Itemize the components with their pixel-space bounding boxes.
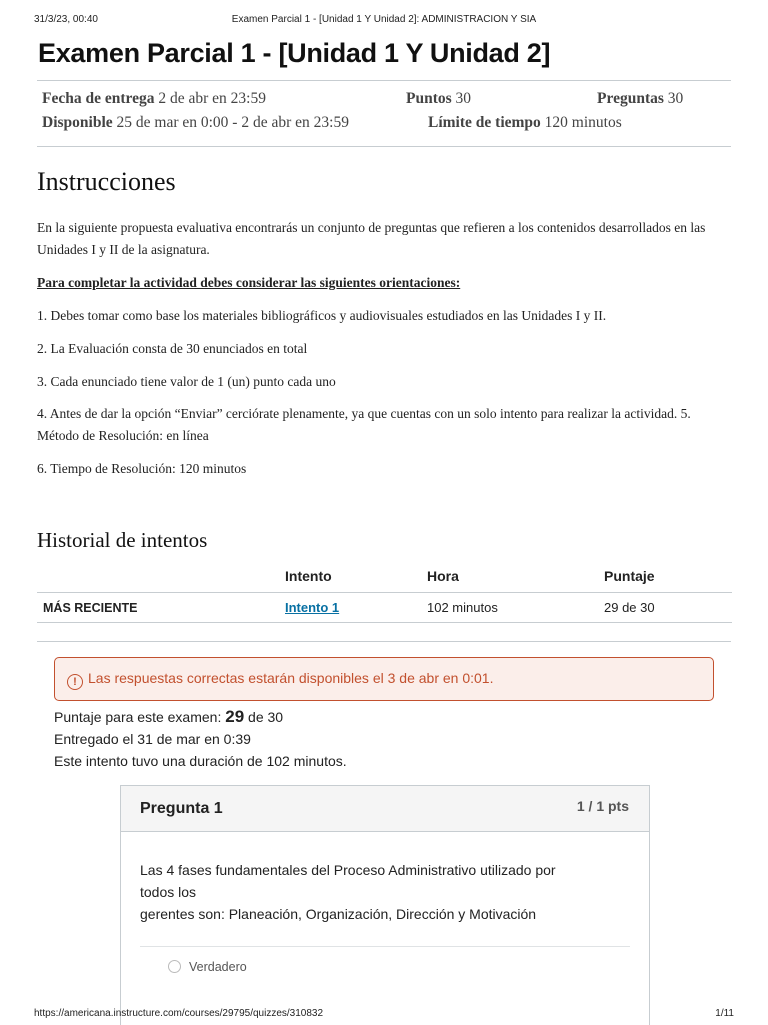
due-date: Fecha de entrega 2 de abr en 23:59 (42, 90, 266, 107)
instruction-item-4-block (37, 403, 718, 447)
table-row (37, 593, 732, 623)
instructions-body (37, 217, 718, 261)
availability: Disponible 25 de mar en 0:00 - 2 de abr en 23:59 (42, 114, 349, 131)
column-header: Intento (279, 562, 421, 593)
instruction-item-1-block (37, 305, 718, 327)
points: Puntos 30 (406, 90, 472, 107)
column-header: Hora (421, 562, 598, 593)
print-url: https://americana.instructure.com/courses/29795/quizzes/310832 (34, 1008, 324, 1019)
warning-circle-icon: ! (67, 674, 83, 690)
divider (140, 946, 630, 947)
attempt-cell (279, 593, 421, 623)
divider (37, 641, 731, 642)
print-timestamp: 31/3/23, 00:40 (34, 14, 98, 25)
instruction-item-3-block (37, 371, 718, 393)
answer-option[interactable] (168, 960, 247, 974)
history-heading: Historial de intentos (37, 528, 208, 552)
question-text-line: todos los (140, 884, 197, 900)
time-limit: Límite de tiempo 120 minutos (428, 114, 622, 131)
answers-availability-alert (54, 657, 714, 701)
question-header (121, 786, 649, 832)
radio-button[interactable] (168, 960, 181, 973)
instruction-item-6-block (37, 458, 718, 480)
score-summary (54, 706, 347, 772)
instruction-item: 1. Debes tomar como base los materiales bibliográficos y audiovisuales estudiados en las Unidades I y II. (37, 308, 607, 323)
orientations-heading: Para completar la actividad debes considerar las siguientes orientaciones: (37, 275, 461, 290)
submitted-at: Entregado el 31 de mar en 0:39 (54, 731, 251, 747)
column-header (37, 562, 279, 593)
orientations-block (37, 272, 718, 294)
score-line: Puntaje para este examen: 29 de 30 (54, 707, 284, 726)
question-text (140, 859, 619, 925)
instruction-item: 3. Cada enunciado tiene valor de 1 (un) punto cada uno (37, 374, 336, 389)
question-text-line: gerentes son: Planeación, Organización, Dirección y Motivación (140, 906, 537, 922)
instruction-item-2-block (37, 338, 718, 360)
question-points: 1 / 1 pts (576, 798, 629, 814)
attempt-link[interactable]: Intento 1 (285, 600, 340, 615)
alert-text: Las respuestas correctas estarán disponibles el 3 de abr en 0:01. (88, 670, 494, 686)
divider (37, 80, 731, 81)
instruction-item: 4. Antes de dar la opción “Enviar” cerciórate plenamente, ya que cuentas con un solo intento para realizar la actividad. 5. Método de Resolución: en línea (37, 406, 691, 443)
questions-count: Preguntas 30 (597, 90, 684, 107)
attempt-label: MÁS RECIENTE (37, 593, 279, 623)
instruction-item: 6. Tiempo de Resolución: 120 minutos (37, 461, 247, 476)
attempt-history-table (37, 562, 732, 623)
answer-label: Verdadero (189, 960, 247, 974)
question-text-line: Las 4 fases fundamentales del Proceso Administrativo utilizado por (140, 862, 556, 878)
instruction-item: 2. La Evaluación consta de 30 enunciados en total (37, 341, 308, 356)
instructions-intro: En la siguiente propuesta evaluativa encontrarás un conjunto de preguntas que refieren a los contenidos desarrollados en las Unidades I y II de la asignatura. (37, 220, 706, 257)
question-card (120, 785, 650, 1025)
print-doc-title: Examen Parcial 1 - [Unidad 1 Y Unidad 2]: ADMINISTRACION Y SIA (231, 14, 537, 25)
page-title: Examen Parcial 1 - [Unidad 1 Y Unidad 2] (38, 38, 551, 68)
attempt-score: 29 de 30 (598, 593, 732, 623)
column-header: Puntaje (598, 562, 732, 593)
instructions-heading: Instrucciones (37, 167, 176, 196)
score-value: 29 (225, 707, 245, 726)
question-title: Pregunta 1 (140, 800, 223, 817)
attempt-duration: Este intento tuvo una duración de 102 minutos. (54, 753, 347, 769)
divider (37, 146, 731, 147)
table-header-row (37, 562, 732, 593)
print-page-number: 1/11 (715, 1008, 734, 1019)
attempt-time: 102 minutos (421, 593, 598, 623)
